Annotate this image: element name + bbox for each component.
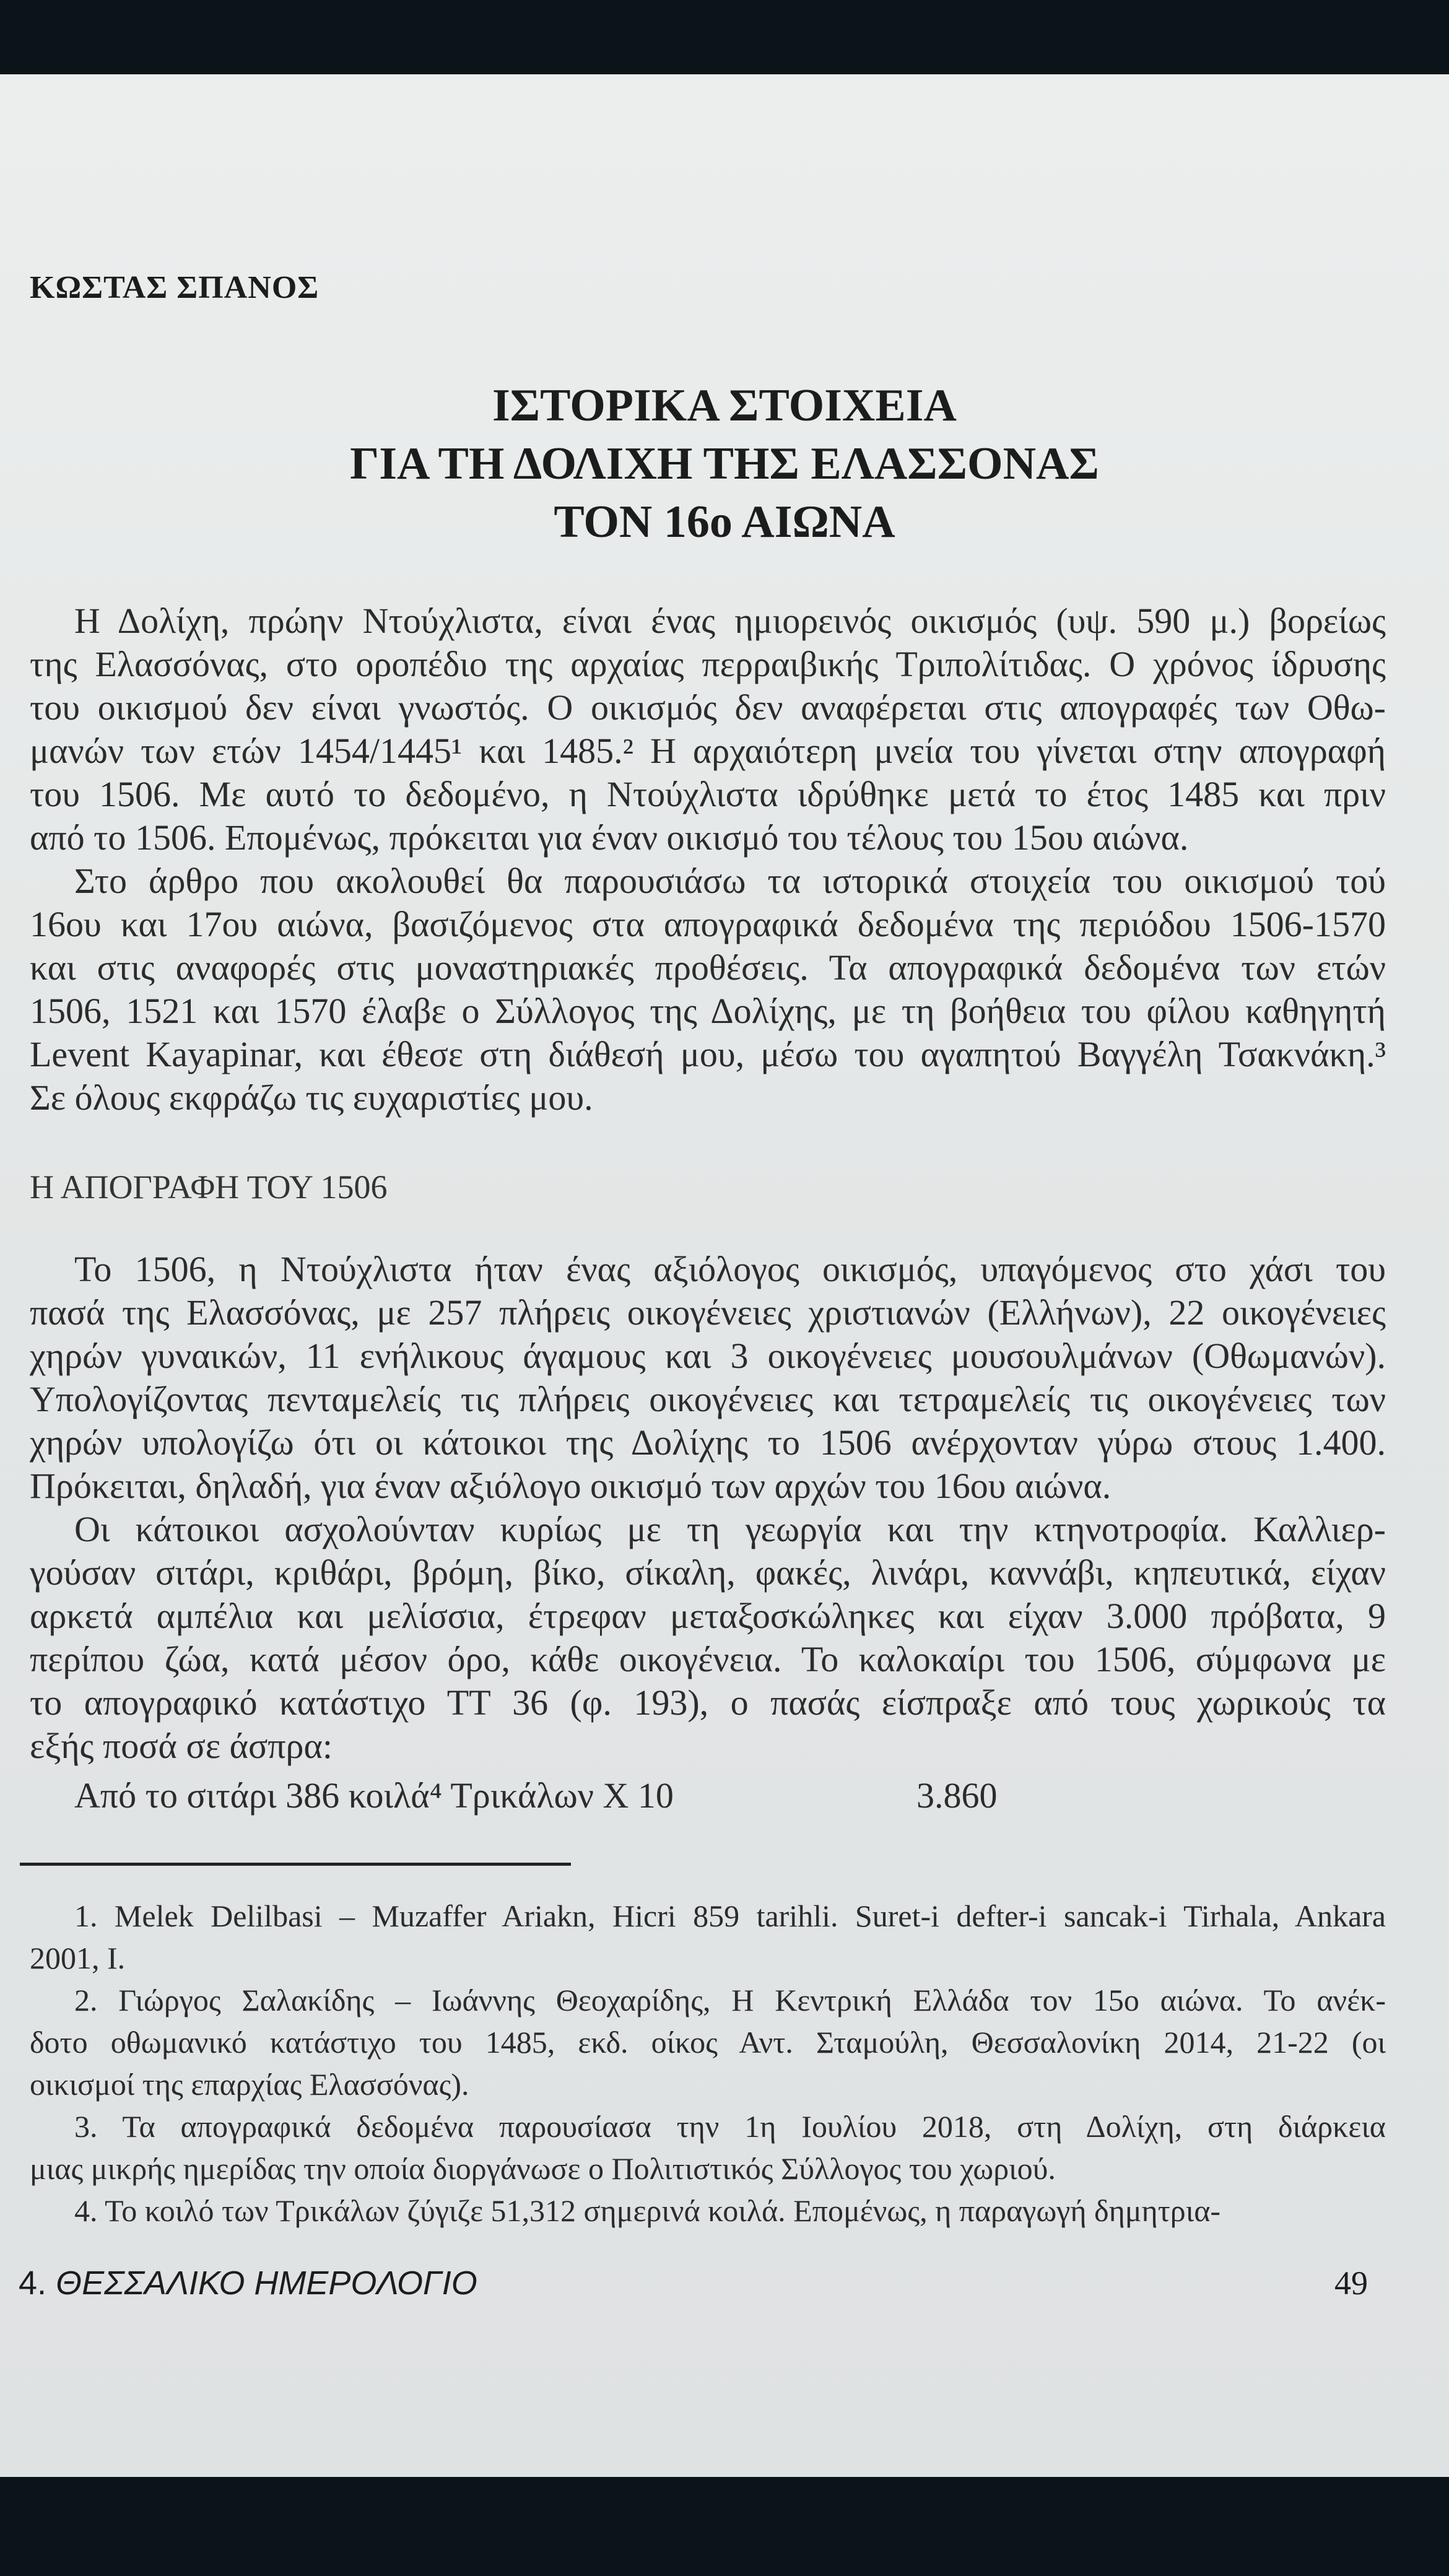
text-line: 16ου και 17ου αιώνα, βασιζόμενος στα απογραφικά δεδομένα της περιόδου 1506-1570 xyxy=(30,904,1386,944)
section-heading: Η ΑΠΟΓΡΑΦΗ ΤΟΥ 1506 xyxy=(30,1168,388,1206)
text-line: Οι κάτοικοι ασχολούνταν κυρίως με τη γεωργία και την κτηνοτροφία. Καλλιερ- xyxy=(74,1509,1386,1549)
text-line: 1. Melek Delilbasi – Muzaffer Ariakn, Hicri 859 tarihli. Suret-i defter-i sancak-i Tirhala, Ankara xyxy=(74,1899,1386,1933)
text-line: Υπολογίζοντας πενταμελείς τις πλήρεις οικογένειες και τετραμελείς τις οικογένειες των xyxy=(30,1379,1386,1419)
text-line: 2001, I. xyxy=(30,1941,126,1975)
text-line: χηρών υπολογίζω ότι οι κάτοικοι της Δολίχης το 1506 ανέρχονταν γύρω στους 1.400. xyxy=(30,1422,1386,1463)
text-line: περίπου ζώα, κατά μέσον όρο, κάθε οικογένεια. Το καλοκαίρι του 1506, σύμφωνα με xyxy=(30,1639,1386,1679)
text-line: 4. Το κοιλό των Τρικάλων ζύγιζε 51,312 σημερινά κοιλά. Επομένως, η παραγωγή δημητρια- xyxy=(74,2193,1221,2228)
text-line: 1506, 1521 και 1570 έλαβε ο Σύλλογος της Δολίχης, με τη βοήθεια του φίλου καθηγητή xyxy=(30,991,1386,1031)
text-line: χηρών γυναικών, 11 ενήλικους άγαμους και 3 οικογένειες μουσουλμάνων (Οθωμανών). xyxy=(30,1336,1386,1376)
footnote-divider xyxy=(20,1863,571,1866)
text-line: του οικισμού δεν είναι γνωστός. Ο οικισμός δεν αναφέρεται στις απογραφές των Οθω- xyxy=(30,687,1386,728)
text-line: 3. Τα απογραφικά δεδομένα παρουσίασα την 1η Ιουλίου 2018, στη Δολίχη, στη διάρκεια xyxy=(74,2109,1386,2144)
journal-footer xyxy=(19,2263,477,2303)
text-line: το απογραφικό κατάστιχο ΤΤ 36 (φ. 193), ο πασάς είσπραξε από τους χωρικούς τα xyxy=(30,1682,1386,1723)
text-line: Πρόκειται, δηλαδή, για έναν αξιόλογο οικισμό των αρχών του 16ου αιώνα. xyxy=(30,1466,1112,1506)
section-text xyxy=(30,1248,1386,1768)
text-line: γούσαν σιτάρι, κριθάρι, βρόμη, βίκο, σίκαλη, φακές, λινάρι, καννάβι, κηπευτικά, είχαν xyxy=(30,1552,1386,1593)
text-line: Στο άρθρο που ακολουθεί θα παρουσιάσω τα ιστορικά στοιχεία του οικισμού τού xyxy=(74,861,1386,901)
page-number: 49 xyxy=(1334,2265,1368,2302)
issue-number: 4. xyxy=(19,2265,47,2302)
text-line: της Ελασσόνας, στο οροπέδιο της αρχαίας περραιβικής Τριπολίτιδας. Ο χρόνος ίδρυσης xyxy=(30,644,1386,684)
text-line: εξής ποσά σε άσπρα: xyxy=(30,1726,333,1766)
article-title xyxy=(0,376,1449,551)
journal-name: ΘΕΣΣΑΛΙΚΟ ΗΜΕΡΟΛΟΓΙΟ xyxy=(56,2265,477,2302)
tax-row-value: 3.860 xyxy=(916,1775,998,1816)
title-line: ΙΣΤΟΡΙΚΑ ΣΤΟΙΧΕΙΑ xyxy=(492,380,957,431)
text-line: οικισμοί της επαρχίας Ελασσόνας). xyxy=(30,2067,469,2102)
text-line: Σε όλους εκφράζω τις ευχαριστίες μου. xyxy=(30,1077,593,1118)
text-line: Levent Kayapinar, και έθεσε στη διάθεσή μου, μέσω του αγαπητού Βαγγέλη Τσακνάκη.³ xyxy=(30,1034,1386,1074)
text-line: μιας μικρής ημερίδας την οποία διοργάνωσε ο Πολιτιστικός Σύλλογος του χωριού. xyxy=(30,2151,1056,2186)
title-line: ΓΙΑ ΤΗ ΔΟΛΙΧΗ ΤΗΣ ΕΛΑΣΣΟΝΑΣ xyxy=(350,438,1099,489)
author-name: ΚΩΣΤΑΣ ΣΠΑΝΟΣ xyxy=(30,270,320,305)
text-line: πασά της Ελασσόνας, με 257 πλήρεις οικογένειες χριστιανών (Ελλήνων), 22 οικογένειες xyxy=(30,1292,1386,1333)
intro-text xyxy=(30,599,1386,1120)
text-line: δοτο οθωμανικό κατάστιχο του 1485, εκδ. οίκος Αντ. Σταμούλη, Θεσσαλονίκη 2014, 21-22 (οι xyxy=(30,2025,1386,2060)
document-page xyxy=(0,74,1449,2477)
text-line: μανών των ετών 1454/1445¹ και 1485.² Η αρχαιότερη μνεία του γίνεται στην απογραφή xyxy=(30,731,1386,771)
text-line: του 1506. Με αυτό το δεδομένο, η Ντούχλιστα ιδρύθηκε μετά το έτος 1485 και πριν xyxy=(30,774,1386,814)
title-line: ΤΟΝ 16ο ΑΙΩΝΑ xyxy=(554,497,895,547)
text-line: αρκετά αμπέλια και μελίσσια, έτρεφαν μεταξοσκώληκες και είχαν 3.000 πρόβατα, 9 xyxy=(30,1596,1386,1636)
text-line: από το 1506. Επομένως, πρόκειται για έναν οικισμό του τέλους του 15ου αιώνα. xyxy=(30,817,1189,858)
tax-row-label: Από το σιτάρι 386 κοιλά⁴ Τρικάλων Χ 10 xyxy=(74,1775,674,1816)
text-line: και στις αναφορές στις μοναστηριακές προθέσεις. Τα απογραφικά δεδομένα των ετών xyxy=(30,947,1386,988)
text-line: Η Δολίχη, πρώην Ντούχλιστα, είναι ένας ημιορεινός οικισμός (υψ. 590 μ.) βορείως xyxy=(74,601,1386,641)
text-line: 2. Γιώργος Σαλακίδης – Ιωάννης Θεοχαρίδης, Η Κεντρική Ελλάδα τον 15ο αιώνα. Το ανέκ- xyxy=(74,1983,1386,2017)
footnotes xyxy=(30,1895,1386,2232)
text-line: Το 1506, η Ντούχλιστα ήταν ένας αξιόλογος οικισμός, υπαγόμενος στο χάσι του xyxy=(74,1249,1386,1289)
